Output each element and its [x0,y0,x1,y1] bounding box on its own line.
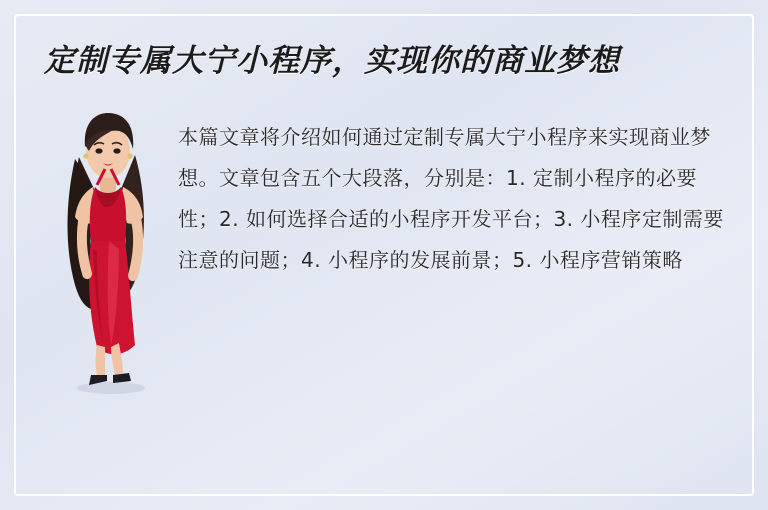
card-content [14,14,754,496]
page-title: 定制专属大宁小程序，实现你的商业梦想 [44,43,620,78]
illustration-container [44,93,172,399]
woman-in-red-dress-illustration [49,99,167,399]
article-paragraph: 本篇文章将介绍如何通过定制专属大宁小程序来实现商业梦想。文章包含五个大段落，分别是：1. 定制小程序的必要性；2. 如何选择合适的小程序开发平台；3. 小程序定制需要注意的问题；4. 小程序的发展前景；5. 小程序营销策略 [178,124,724,272]
article-body [44,93,724,399]
